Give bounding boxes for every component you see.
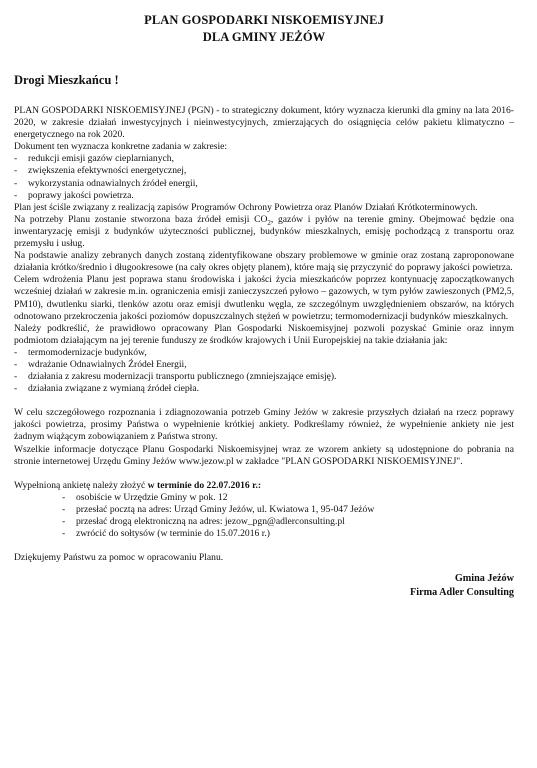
list-item: - poprawy jakości powietrza. <box>14 189 134 201</box>
info-paragraph: Wszelkie informacje dotyczące Planu Gospodarki Niskoemisyjnej wraz ze wzorem ankiety są udostępnione do pobrania na stronie internetowej Urzędu Gminy Jeżów www.jezow.pl w zakładce "PLAN GOSPODARKI NISKOEMISYJNEJ". <box>14 443 514 467</box>
goal-paragraph: Celem wdrożenia Planu jest poprawa stanu środowiska i jakości życia mieszkańców poprzez kontynuację zapoczątkowanych wcześniej działań w zakresie m.in. ograniczenia emisji zanieczyszczeń pyłowo – gazowych, w tym pyłów zawieszonych (PM2,5, PM10), dwutlenku siarki, tlenków azotu oraz emisji dwutlenku węgla, ze szczególnym uwzględnieniem obszarów, na których odnotowano przekroczenia jakości poziomów dopuszczalnych stężeń w powietrzu; termomodernizacji budynków mieszkalnych. <box>14 274 514 322</box>
list-item: - działania z zakresu modernizacji transportu publicznego (zmniejszające emisję). <box>14 371 337 383</box>
letter-body <box>14 105 514 564</box>
list-item: - działania związane z wymianą źródeł ciepła. <box>14 383 199 395</box>
document-title <box>14 0 514 46</box>
thanks-paragraph: Dziękujemy Państwu za pomoc w opracowaniu Planu. <box>14 552 224 564</box>
list-item: - redukcji emisji gazów cieplarnianych, <box>14 153 174 165</box>
list-item: - wdrażanie Odnawialnych Źródeł Energii, <box>14 358 187 370</box>
signature-block <box>14 572 514 600</box>
list-item: - przesłać pocztą na adres: Urząd Gminy Jeżów, ul. Kwiatowa 1, 95-047 Jeżów <box>62 503 375 515</box>
signature-line-1: Gmina Jeżów <box>454 573 514 585</box>
list-item: - wykorzystania odnawialnych źródeł energii, <box>14 177 198 189</box>
survey-paragraph: W celu szczegółowego rozpoznania i zdiagnozowania potrzeb Gminy Jeżów w zakresie przyszłych działań na rzecz poprawy jakości powietrza, prosimy Państwa o wypełnienie krótkiej ankiety. Podkreślamy również, że wypełnienie ankiety nie jest żadnym wiążącym zobowiązaniem z Państwa strony. <box>14 407 514 443</box>
emission-base-paragraph: Na potrzeby Planu zostanie stworzona baza źródeł emisji $CO_2$, gazów i pyłów na terenie gminy. Obejmować będzie ona inwentaryzację emisji z budynków użyteczności publicznej, budynków mieszkalnych, emisję pochodzącą z transportu oraz przemysłu i usług. <box>14 213 514 250</box>
tasks-intro: Dokument ten wyznacza konkretne zadania w zakresie: <box>14 141 228 153</box>
list-item: - zwrócić do sołtysów (w terminie do 15.07.2016 r.) <box>62 528 270 540</box>
signature-line-2: Firma Adler Consulting <box>410 587 514 599</box>
title-line-1: PLAN GOSPODARKI NISKOEMISYJNEJ <box>144 13 384 27</box>
greeting: Drogi Mieszkańcu ! <box>14 73 119 87</box>
intro-paragraph: PLAN GOSPODARKI NISKOEMISYJNEJ (PGN) - to strategiczny dokument, który wyznacza kierunki dla gminy na lata 2016-2020, w zakresie działań inwestycyjnych i nieinwestycyjnych, zmierzających do osiągnięcia celów pakietu klimatyczno – energetycznego na rok 2020. <box>14 105 514 141</box>
title-line-2: DLA GMINY JEŻÓW <box>202 30 326 44</box>
list-item: - zwiększenia efektywności energetycznej, <box>14 165 187 177</box>
funds-paragraph: Należy podkreślić, że prawidłowo opracowany Plan Gospodarki Niskoemisyjnej pozwoli pozyskać Gminie oraz innym podmiotom działającym na jej terenie funduszy ze środków krajowych i Unii Europejskiej na takie działania jak: <box>14 322 514 346</box>
list-item: - przesłać drogą elektroniczną na adres: jezow_pgn@adlerconsulting.pl <box>62 516 345 527</box>
list-item: - osobiście w Urzędzie Gminy w pok. 12 <box>62 491 228 503</box>
plan-paragraph: Plan jest ściśle związany z realizacją zapisów Programów Ochrony Powietrza oraz Planów Działań Krótkoterminowych. <box>14 201 478 213</box>
deadline-paragraph: Wypełnioną ankietę należy złożyć w terminie do 22.07.2016 r.: <box>14 479 262 491</box>
list-item: - termomodernizacje budynków, <box>14 346 147 358</box>
analysis-paragraph: Na podstawie analizy zebranych danych zostaną zidentyfikowane obszary problemowe w gminie oraz zostaną zaproponowane działania krótko/średnio i długookresowe (na cały okres objęty planem), które mają się przyczynić do poprawy jakości powietrza. <box>14 250 514 274</box>
